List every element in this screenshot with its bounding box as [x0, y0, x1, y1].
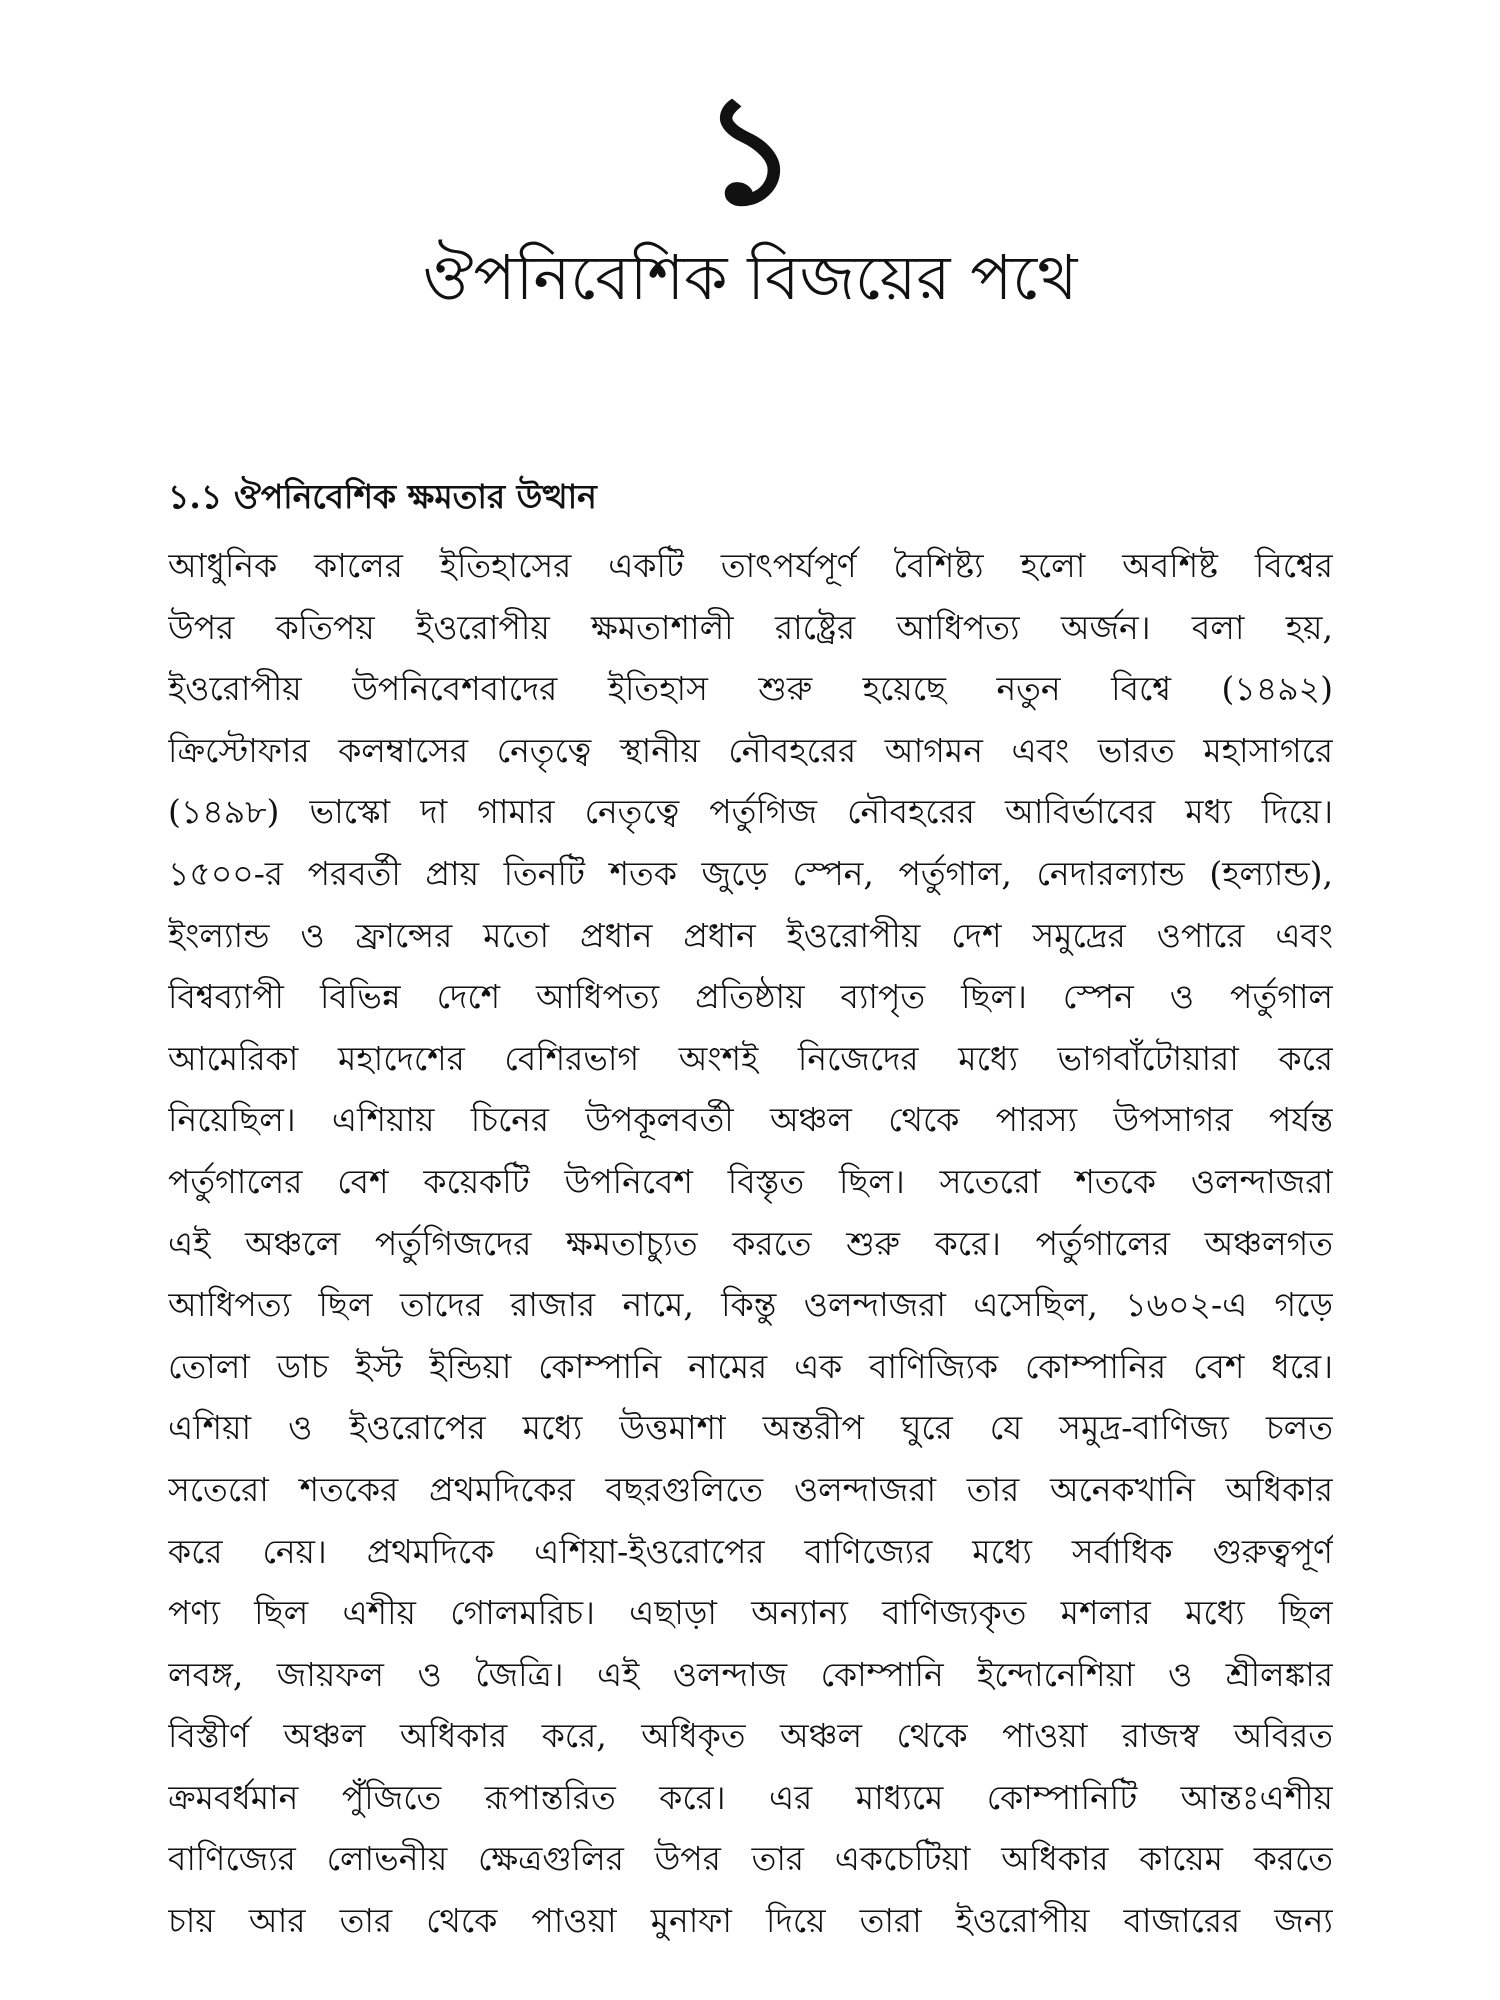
text-line: লবঙ্গ, জায়ফল ও জৈত্রি। এই ওলন্দাজ কোম্পানি ইন্দোনেশিয়া ও শ্রীলঙ্কার — [168, 1654, 1333, 1694]
chapter-title: ঔপনিবেশিক বিজয়ের পথে — [422, 241, 1078, 314]
text-line: চায় আর তার থেকে পাওয়া মুনাফা দিয়ে তারা ইওরোপীয় বাজারের জন্য — [168, 1901, 1333, 1941]
text-line: ক্রিস্টোফার কলম্বাসের নেতৃত্বে স্থানীয় নৌবহরের আগমন এবং ভারত মহাসাগরে — [168, 730, 1333, 770]
text-line: (১৪৯৮) ভাস্কো দা গামার নেতৃত্বে পর্তুগিজ নৌবহরের আবির্ভাবের মধ্য দিয়ে। — [168, 792, 1333, 832]
text-line: ক্রমবর্ধমান পুঁজিতে রূপান্তরিত করে। এর মাধ্যমে কোম্পানিটি আন্তঃএশীয় — [168, 1777, 1333, 1817]
text-line: উপর কতিপয় ইওরোপীয় ক্ষমতাশালী রাষ্ট্রের আধিপত্য অর্জন। বলা হয়, — [168, 607, 1333, 647]
text-line: বিস্তীর্ণ অঞ্চল অধিকার করে, অধিকৃত অঞ্চল থেকে পাওয়া রাজস্ব অবিরত — [168, 1716, 1333, 1756]
text-line: পর্তুগালের বেশ কয়েকটি উপনিবেশ বিস্তৃত ছিল। সতেরো শতকে ওলন্দাজরা — [168, 1161, 1333, 1201]
text-line: বাণিজ্যের লোভনীয় ক্ষেত্রগুলির উপর তার একচেটিয়া অধিকার কায়েম করতে — [168, 1839, 1333, 1879]
text-line: এই অঞ্চলে পর্তুগিজদের ক্ষমতাচ্যুত করতে শুরু করে। পর্তুগালের অঞ্চলগত — [168, 1223, 1333, 1263]
text-line: বিশ্বব্যাপী বিভিন্ন দেশে আধিপত্য প্রতিষ্ঠায় ব্যাপৃত ছিল। স্পেন ও পর্তুগাল — [168, 977, 1333, 1017]
text-line: সতেরো শতকের প্রথমদিকের বছরগুলিতে ওলন্দাজরা তার অনেকখানি অধিকার — [168, 1469, 1333, 1509]
chapter-number: ১ — [701, 62, 799, 238]
text-line: নিয়েছিল। এশিয়ায় চিনের উপকূলবর্তী অঞ্চল থেকে পারস্য উপসাগর পর্যন্ত — [168, 1100, 1333, 1140]
text-line: ১৫০০-র পরবর্তী প্রায় তিনটি শতক জুড়ে স্পেন, পর্তুগাল, নেদারল্যান্ড (হল্যান্ড), — [168, 853, 1333, 893]
text-line: এশিয়া ও ইওরোপের মধ্যে উত্তমাশা অন্তরীপ ঘুরে যে সমুদ্র-বাণিজ্য চলত — [168, 1408, 1333, 1448]
text-line: ইংল্যান্ড ও ফ্রান্সের মতো প্রধান প্রধান ইওরোপীয় দেশ সমুদ্রের ওপারে এবং — [168, 915, 1333, 955]
text-line: তোলা ডাচ ইস্ট ইন্ডিয়া কোম্পানি নামের এক বাণিজ্যিক কোম্পানির বেশ ধরে। — [168, 1346, 1333, 1386]
text-line: আধিপত্য ছিল তাদের রাজার নামে, কিন্তু ওলন্দাজরা এসেছিল, ১৬০২-এ গড়ে — [168, 1285, 1333, 1325]
text-line: আধুনিক কালের ইতিহাসের একটি তাৎপর্যপূর্ণ বৈশিষ্ট্য হলো অবশিষ্ট বিশ্বের — [168, 546, 1333, 585]
text-line: আমেরিকা মহাদেশের বেশিরভাগ অংশই নিজেদের মধ্যে ভাগবাঁটোয়ারা করে — [168, 1038, 1333, 1078]
text-line: করে নেয়। প্রথমদিকে এশিয়া-ইওরোপের বাণিজ্যের মধ্যে সর্বাধিক গুরুত্বপূর্ণ — [168, 1531, 1333, 1571]
text-line: পণ্য ছিল এশীয় গোলমরিচ। এছাড়া অন্যান্য বাণিজ্যকৃত মশলার মধ্যে ছিল — [168, 1593, 1333, 1633]
text-line: ইওরোপীয় উপনিবেশবাদের ইতিহাস শুরু হয়েছে নতুন বিশ্বে (১৪৯২) — [168, 669, 1333, 709]
body-paragraph — [168, 535, 1333, 1952]
section-heading: ১.১ ঔপনিবেশিক ক্ষমতার উত্থান — [168, 477, 597, 516]
